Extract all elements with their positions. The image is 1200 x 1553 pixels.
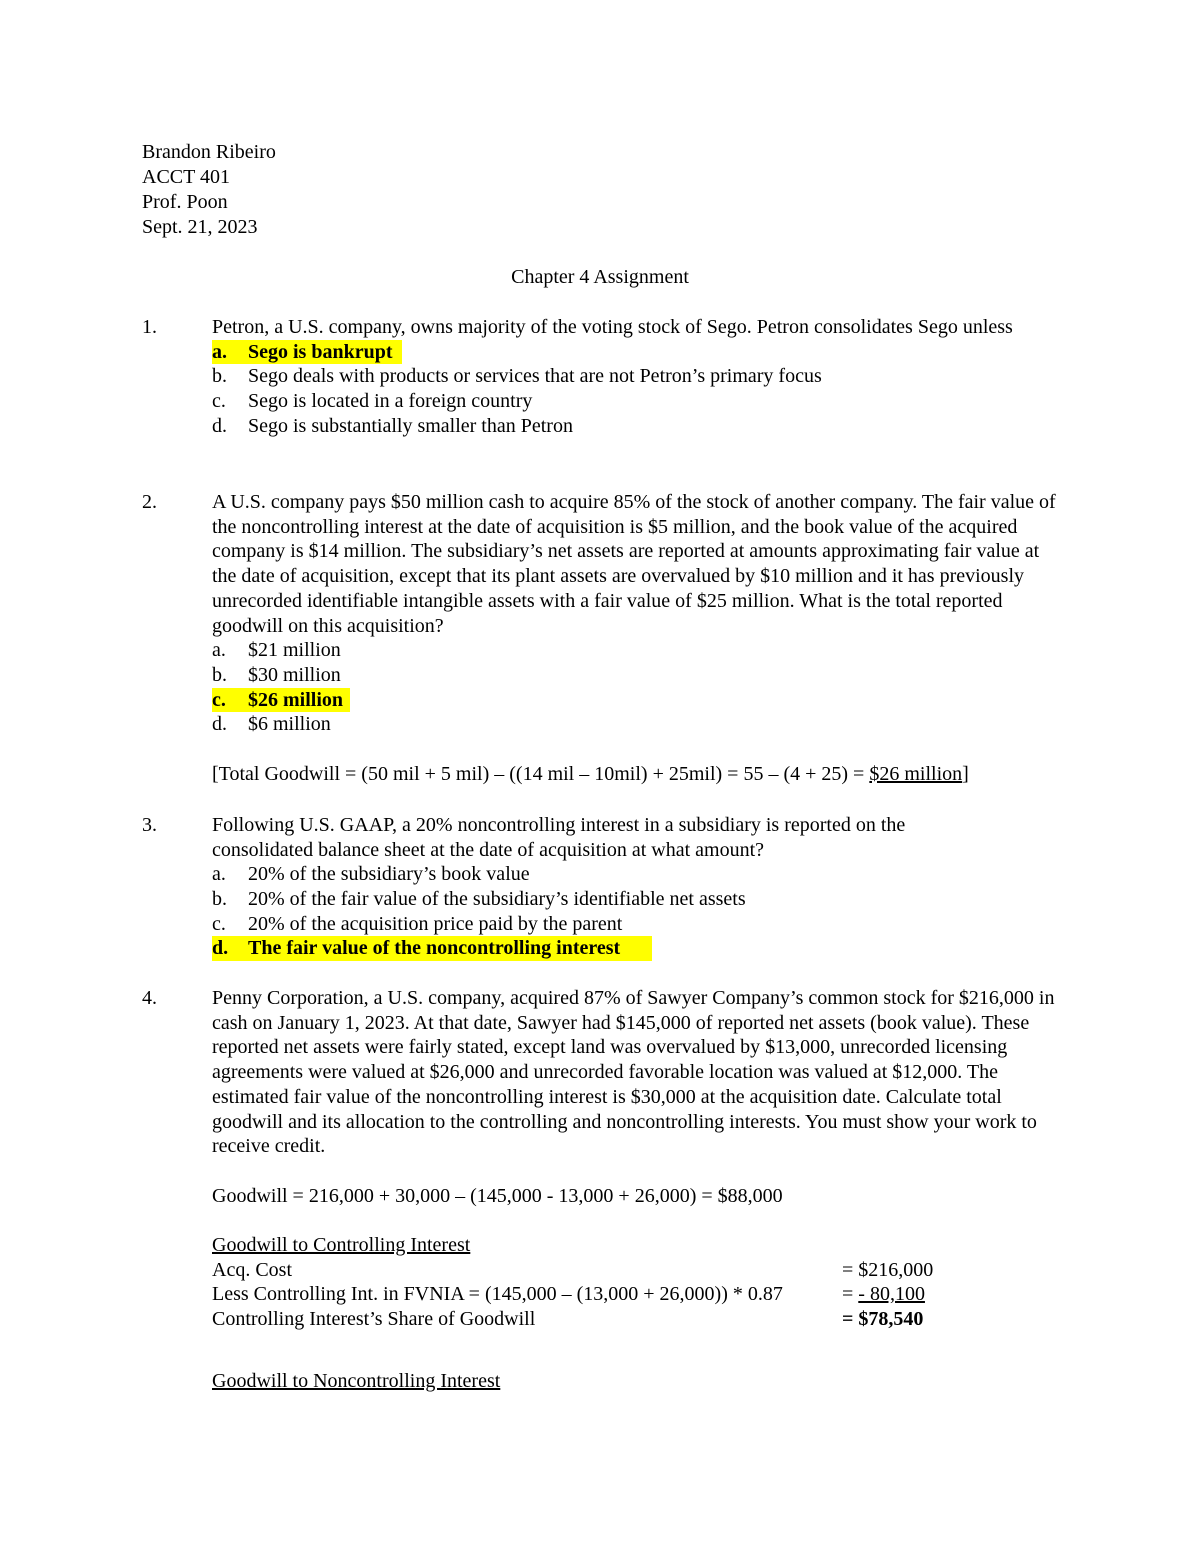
- calc-label: Acq. Cost: [212, 1258, 292, 1281]
- option-letter: a.: [212, 639, 226, 662]
- option-text: 20% of the acquisition price paid by the parent: [248, 912, 623, 935]
- option-text: $26 million: [248, 688, 344, 711]
- course-code: ACCT 401: [142, 166, 230, 188]
- option-letter: b.: [212, 365, 227, 388]
- professor-name: Prof. Poon: [142, 191, 228, 213]
- question-text: A U.S. company pays $50 million cash to acquire 85% of the stock of another company. The fair value of the noncontrolling interest at the date of acquisition is $5 million, and the book value of the acquired company is $14 million. The subsidiary’s net assets are reported at amounts approximating fair value at the date of acquisition, except that its plant assets are overvalued by $10 million and it has previously unrecorded identifiable intangible assets with a fair value of $25 million. What is the total reported goodwill on this acquisition?: [212, 491, 1056, 637]
- answer-option-a: [212, 638, 1072, 663]
- answer-option-c: [212, 912, 1072, 937]
- calc-label: Less Controlling Int. in FVNIA = (145,000 – (13,000 + 26,000)) * 0.87: [212, 1283, 783, 1306]
- answer-option-b: [212, 887, 1072, 912]
- calc-value: = $78,540: [842, 1308, 924, 1331]
- student-name: Brandon Ribeiro: [142, 141, 276, 163]
- answer-option-a-selected: [212, 340, 1072, 365]
- work-answer: $26 million: [869, 762, 963, 785]
- option-letter: c.: [212, 688, 226, 711]
- option-letter: c.: [212, 912, 226, 935]
- date: Sept. 21, 2023: [142, 216, 258, 238]
- answer-option-a: [212, 862, 1072, 887]
- option-text: $30 million: [248, 663, 341, 686]
- calc-value-wrap: [842, 1282, 925, 1307]
- option-text: Sego deals with products or services that are not Petron’s primary focus: [248, 365, 822, 388]
- answer-option-c-selected: [212, 688, 1072, 713]
- option-letter: c.: [212, 390, 226, 413]
- option-text: Sego is bankrupt: [248, 340, 393, 363]
- option-text: Sego is located in a foreign country: [248, 390, 533, 413]
- question-number: 4.: [142, 987, 157, 1009]
- option-letter: d.: [212, 414, 227, 437]
- answer-option-b: [212, 663, 1072, 688]
- goodwill-work-line: [212, 762, 1072, 787]
- question-1: [142, 315, 1072, 438]
- calc-row-less-controlling: [212, 1282, 1072, 1307]
- option-letter: d.: [212, 937, 229, 960]
- calc-value: = $216,000: [842, 1258, 934, 1281]
- calc-label: Controlling Interest’s Share of Goodwill: [212, 1308, 536, 1331]
- calc-value-prefix: =: [842, 1283, 859, 1306]
- option-text: The fair value of the noncontrolling interest: [248, 937, 621, 960]
- calc-value: - 80,100: [858, 1283, 925, 1306]
- answer-option-d: [212, 414, 1072, 439]
- calc-row-acq-cost: [212, 1258, 1072, 1283]
- question-number: 3.: [142, 814, 157, 836]
- header-block: [142, 140, 276, 240]
- question-2: [142, 490, 1072, 786]
- page-title: Chapter 4 Assignment: [511, 266, 689, 288]
- answer-option-c: [212, 389, 1072, 414]
- question-text: Penny Corporation, a U.S. company, acquired 87% of Sawyer Company’s common stock for $216,000 in cash on January 1, 2023. At that date, Sawyer had $145,000 of reported net assets (book value). These reported net assets were fairly stated, except land was overvalued by $13,000, unrecorded licensing agreements were valued at $26,000 and unrecorded favorable location was valued at $12,000. The estimated fair value of the noncontrolling interest is $30,000 at the acquisition date. Calculate total goodwill and its allocation to the controlling and noncontrolling interests. You must show your work to receive credit.: [212, 987, 1055, 1158]
- answer-option-b: [212, 364, 1072, 389]
- option-letter: d.: [212, 713, 227, 736]
- option-text: 20% of the subsidiary’s book value: [248, 863, 530, 886]
- noncontrolling-interest-heading: Goodwill to Noncontrolling Interest: [212, 1369, 501, 1392]
- answer-option-d-selected: [212, 936, 1072, 961]
- question-number: 2.: [142, 491, 157, 513]
- work-prefix: [Total Goodwill = (50 mil + 5 mil) – ((14 mil – 10mil) + 25mil) = 55 – (4 + 25) =: [212, 762, 870, 785]
- option-text: Sego is substantially smaller than Petron: [248, 414, 573, 437]
- option-letter: b.: [212, 888, 227, 911]
- option-text: 20% of the fair value of the subsidiary’s identifiable net assets: [248, 888, 746, 911]
- answer-option-d: [212, 712, 1072, 737]
- question-number: 1.: [142, 316, 157, 338]
- goodwill-total-line: Goodwill = 216,000 + 30,000 – (145,000 - 13,000 + 26,000) = $88,000: [212, 1184, 783, 1207]
- question-text: Petron, a U.S. company, owns majority of the voting stock of Sego. Petron consolidates Sego unless: [212, 316, 1013, 338]
- option-text: $21 million: [248, 639, 341, 662]
- option-letter: a.: [212, 863, 226, 886]
- option-letter: a.: [212, 340, 227, 363]
- work-suffix: ]: [962, 762, 969, 785]
- calc-row-controlling-share: [212, 1307, 1072, 1332]
- controlling-interest-heading: Goodwill to Controlling Interest: [212, 1234, 471, 1256]
- question-3: [142, 813, 1072, 961]
- option-text: $6 million: [248, 713, 331, 736]
- option-letter: b.: [212, 663, 227, 686]
- question-4: [142, 986, 1072, 1393]
- question-text: Following U.S. GAAP, a 20% noncontrolling interest in a subsidiary is reported on the consolidated balance sheet at the date of acquisition at what amount?: [212, 814, 906, 861]
